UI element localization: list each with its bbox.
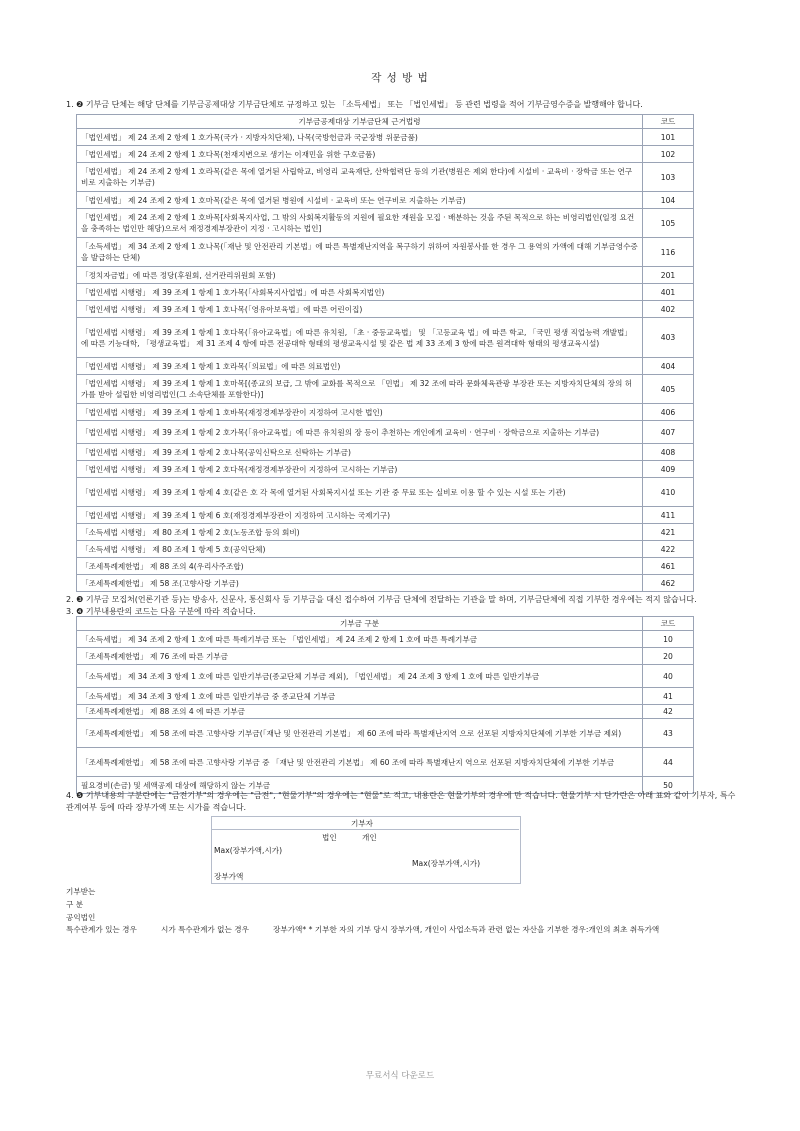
table-header-row: [77, 617, 694, 631]
table-row: [77, 267, 694, 284]
code-cell: 406: [643, 404, 694, 421]
law-cell: 「소득세법 시행령」 제 80 조제 1 항제 5 호(공익단체): [77, 541, 643, 558]
table-row: [77, 575, 694, 592]
type-cell: 「소득세법」 제 34 조제 3 항제 1 호에 따른 일반기부금 중 종교단체 기부금: [77, 688, 643, 705]
law-column-header: 기부금공제대상 기부금단체 근거법령: [77, 115, 643, 129]
table-row: [77, 444, 694, 461]
law-cell: 「법인세법 시행령」 제 39 조제 1 항제 1 호마목[(종교의 보급, 그 밖에 교화를 목적으로 「민법」 제 32 조에 따라 문화체육관광 부장관 또는 지방자치단체의 장의 허가를 받아 설립한 비영리법인(그 소속단체를 포함한다)]: [77, 375, 643, 404]
law-cell: 「조세특례제한법」 제 58 조(고향사랑 기부금): [77, 575, 643, 592]
type-cell: 「조세특례제한법」 제 76 조에 따른 기부금: [77, 648, 643, 665]
table-row: [77, 209, 694, 238]
code-cell: 50: [643, 777, 694, 794]
individual-label: 개인: [362, 833, 377, 842]
code-cell: 421: [643, 524, 694, 541]
law-cell: 「법인세법」 제 24 조제 2 항제 1 호마목(같은 목에 열거된 병원에 시설비 · 교육비 또는 연구비로 지출하는 기부금): [77, 192, 643, 209]
law-cell: 「법인세법 시행령」 제 39 조제 1 항제 1 호라목(「의료법」에 따른 의료법인): [77, 358, 643, 375]
code-cell: 411: [643, 507, 694, 524]
law-cell: 「법인세법 시행령」 제 39 조제 1 항제 1 호바목(재정경제부장관이 지정하여 고시한 법인): [77, 404, 643, 421]
page-title: 작 성 방 법: [371, 72, 429, 84]
table-row: [77, 461, 694, 478]
code-cell: 103: [643, 163, 694, 192]
law-cell: 「법인세법 시행령」 제 39 조제 1 항제 6 호(재정경제부장관이 지정하여 고시하는 국제기구): [77, 507, 643, 524]
code-column-header: 코드: [643, 617, 694, 631]
type-cell: 「조세특례제한법」 제 58 조에 따른 고향사랑 기부금(「재난 및 안전관리 기본법」 제 60 조에 따라 특별재난지역 으로 선포된 지방자치단체에 기부한 기부금 제외): [77, 719, 643, 748]
code-column-header: 코드: [643, 115, 694, 129]
relation-line: 특수관계가 있는 경우 시가 특수관계가 없는 경우 장부가액* * 기부한 자의 기부 당시 장부가액, 개인이 사업소득과 관련 없는 자산을 기부한 경우:개인의 최초 취득가액: [66, 925, 660, 934]
code-cell: 461: [643, 558, 694, 575]
public-corp-label: 공익법인: [66, 913, 96, 922]
code-cell: 407: [643, 421, 694, 444]
code-cell: 20: [643, 648, 694, 665]
table-row: [77, 688, 694, 705]
code-cell: 43: [643, 719, 694, 748]
table-row: [77, 163, 694, 192]
type-cell: 「조세특례제한법」 제 88 조의 4 에 따른 기부금: [77, 705, 643, 719]
table-row: [77, 358, 694, 375]
table-row: [77, 318, 694, 358]
table-row: [77, 705, 694, 719]
donor-label: 기부자: [351, 819, 374, 828]
type-cell: 「조세특례제한법」 제 58 조에 따른 고향사랑 기부금 중 「재난 및 안전관리 기본법」 제 60 조에 따라 특별재난지 역으로 선포된 지방자치단체에 기부한 기부금: [77, 748, 643, 777]
corp-max-value: Max(장부가액,시가): [214, 846, 283, 855]
code-cell: 104: [643, 192, 694, 209]
table-row: [77, 558, 694, 575]
law-cell: 「소득세법 시행령」 제 80 조제 1 항제 2 호(노동조합 등의 회비): [77, 524, 643, 541]
type-column-header: 기부금 구분: [77, 617, 643, 631]
table-row: [77, 238, 694, 267]
code-cell: 410: [643, 478, 694, 507]
table-row: [77, 146, 694, 163]
code-cell: 201: [643, 267, 694, 284]
table-row: [77, 719, 694, 748]
gubun-label: 구 분: [66, 900, 84, 909]
law-cell: 「법인세법 시행령」 제 39 조제 1 항제 4 호(같은 호 각 목에 열거된 사회복지시설 또는 기관 중 무료 또는 실비로 이용 할 수 있는 시설 또는 기관): [77, 478, 643, 507]
table-row: [77, 284, 694, 301]
receiver-label: 기부받는: [66, 887, 96, 896]
code-cell: 40: [643, 665, 694, 688]
code-cell: 403: [643, 318, 694, 358]
type-cell: 「소득세법」 제 34 조제 3 항제 1 호에 따른 일반기부금(종교단체 기부금 제외), 「법인세법」 제 24 조제 3 항제 1 호에 따른 일반기부금: [77, 665, 643, 688]
note-1: 1. ❷ 기부금 단체는 해당 단체를 기부금공제대상 기부금단체로 규정하고 있는 「소득세법」 또는 「법인세법」 등 관련 법령을 적어 기부금영수증을 발행해야 합니다.: [66, 100, 643, 109]
table-row: [77, 375, 694, 404]
code-cell: 102: [643, 146, 694, 163]
table-row: [77, 648, 694, 665]
table-row: [77, 507, 694, 524]
law-cell: 「조세특례제한법」 제 88 조의 4(우리사주조합): [77, 558, 643, 575]
code-cell: 405: [643, 375, 694, 404]
law-cell: 「법인세법 시행령」 제 39 조제 1 항제 1 호나목(「영유아보육법」에 따른 어린이집): [77, 301, 643, 318]
book-value: 장부가액: [214, 872, 244, 881]
donation-type-code-table: [76, 616, 694, 794]
table-row: [77, 129, 694, 146]
code-cell: 401: [643, 284, 694, 301]
note-2: 2. ❸ 기부금 모집처(언론기관 등)는 방송사, 신문사, 통신회사 등 기부금을 대신 접수하여 기부금 단체에 전달하는 기관을 말 하며, 기부금단체에 직접 기부한 경우에는 적지 않습니다.: [66, 595, 697, 604]
note-4: 4. ❺ 기부내용의 구분란에는 "금전기부"의 경우에는 "금전", "현물기부"의 경우에는 "현물"로 적고, 내용란은 현물기부의 경우에 만 적습니다. 현물기부 시 단가란은 아래 표와 같이 기부자, 특수관계여부 등에 따라 장부가액 또는 시가를 적습니다.: [66, 791, 736, 812]
code-cell: 41: [643, 688, 694, 705]
code-cell: 105: [643, 209, 694, 238]
code-cell: 10: [643, 631, 694, 648]
table-row: [77, 631, 694, 648]
table-row: [77, 748, 694, 777]
law-cell: 「법인세법 시행령」 제 39 조제 1 항제 2 호나목(공익신탁으로 신탁하는 기부금): [77, 444, 643, 461]
table-row: [77, 301, 694, 318]
law-cell: 「법인세법 시행령」 제 39 조제 1 항제 2 호다목(재정경제부장관이 지정하여 고시하는 기부금): [77, 461, 643, 478]
table-row: [77, 478, 694, 507]
table-row: [77, 665, 694, 688]
code-cell: 402: [643, 301, 694, 318]
table-row: [77, 541, 694, 558]
table-header-row: [77, 115, 694, 129]
corp-label: 법인: [322, 833, 337, 842]
type-cell: 필요경비(손금) 및 세액공제 대상에 해당하지 않는 기부금: [77, 777, 643, 794]
code-cell: 462: [643, 575, 694, 592]
code-cell: 116: [643, 238, 694, 267]
law-cell: 「법인세법 시행령」 제 39 조제 1 항제 2 호가목(「유아교육법」에 따른 유치원의 장 등이 추천하는 개인에게 교육비 · 연구비 · 장학금으로 지출하는 기부금): [77, 421, 643, 444]
individual-max-value: Max(장부가액,시가): [412, 859, 481, 868]
law-cell: 「법인세법 시행령」 제 39 조제 1 항제 1 호가목(「사회복지사업법」에 따른 사회복지법인): [77, 284, 643, 301]
download-link[interactable]: 무료서식 다운로드: [365, 1071, 435, 1081]
code-cell: 101: [643, 129, 694, 146]
code-cell: 408: [643, 444, 694, 461]
type-cell: 「소득세법」 제 34 조제 2 항제 1 호에 따른 특례기부금 또는 「법인세법」 제 24 조제 2 항제 1 호에 따른 특례기부금: [77, 631, 643, 648]
table-row: [77, 192, 694, 209]
table-row: [77, 404, 694, 421]
law-cell: 「법인세법」 제 24 조제 2 항제 1 호바목[사회복지사업, 그 밖의 사회복지활동의 지원에 필요한 재원을 모집 · 배분하는 것을 주된 목적으로 하는 비영리법인(일정 요건을 충족하는 법인만 해당)으로서 재정경제부장관이 지정 · 고시하는 법인]: [77, 209, 643, 238]
code-cell: 42: [643, 705, 694, 719]
donation-org-law-table: [76, 114, 694, 592]
code-cell: 44: [643, 748, 694, 777]
law-cell: 「법인세법」 제 24 조제 2 항제 1 호라목(같은 목에 열거된 사립학교, 비영리 교육재단, 산학협력단 등의 기관(병원은 제외 한다)에 시설비 · 교육비 · 장학금 또는 연구비로 지출하는 기부금): [77, 163, 643, 192]
table-row: [77, 421, 694, 444]
code-cell: 404: [643, 358, 694, 375]
note-3: 3. ❹ 기부내용란의 코드는 다음 구분에 따라 적습니다.: [66, 607, 256, 616]
code-cell: 409: [643, 461, 694, 478]
law-cell: 「법인세법 시행령」 제 39 조제 1 항제 1 호다목(「유아교육법」에 따른 유치원, 「초 · 중등교육법」 및 「고등교육 법」에 따른 학교, 「국민 평생 직업능력 개발법」에 따른 기능대학, 「평생교육법」 제 31 조제 4 항에 따른 전공대학 형태의 평생교육시설 및 같은 법 제 33 조제 3 항에 따른 원격대학 형태의 평생교육시설): [77, 318, 643, 358]
table-row: [77, 524, 694, 541]
law-cell: 「법인세법」 제 24 조제 2 항제 1 호다목(천재지변으로 생기는 이재민을 위한 구호금품): [77, 146, 643, 163]
code-cell: 422: [643, 541, 694, 558]
law-cell: 「법인세법」 제 24 조제 2 항제 1 호가목(국가 · 지방자치단체), 나목(국방헌금과 국군장병 위문금품): [77, 129, 643, 146]
law-cell: 「소득세법」 제 34 조제 2 항제 1 호나목(「재난 및 안전관리 기본법」에 따른 특별재난지역을 복구하기 위하여 자원봉사를 한 경우 그 용역의 가액에 대해 기부금영수증을 발급하는 단체): [77, 238, 643, 267]
law-cell: 「정치자금법」에 따른 정당(후원회, 선거관리위원회 포함): [77, 267, 643, 284]
